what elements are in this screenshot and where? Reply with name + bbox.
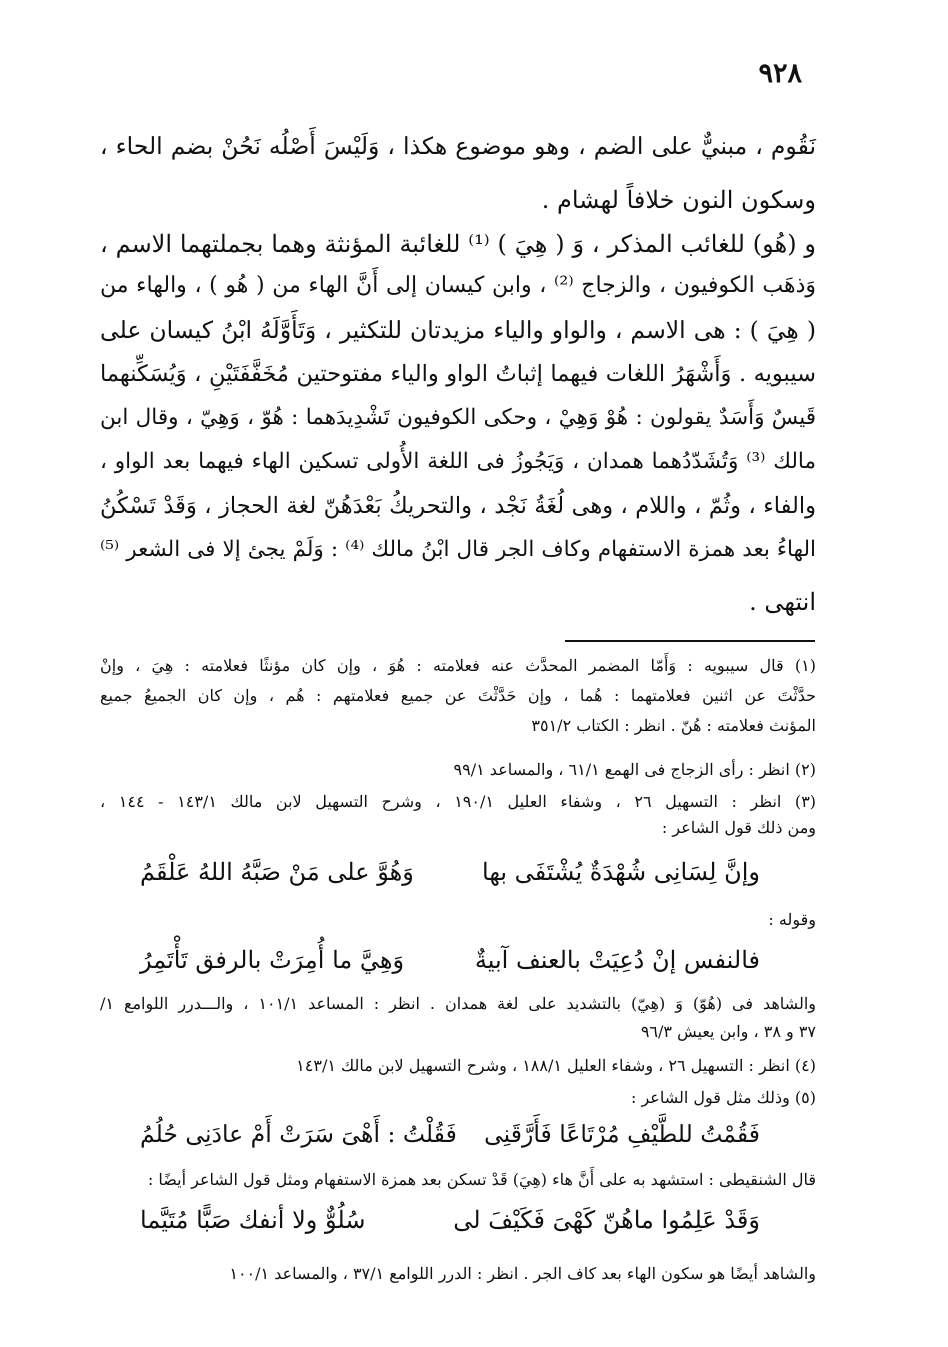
verse-2-first-hemistich: فالنفس إنْ دُعِيَتْ بالعنف آبيةٌ	[474, 946, 760, 974]
body-line: سيبويه . وَأَشْهَرُ اللغات فيهما إثباتُ الواو والياء مفتوحتين مُخَفَّفَتَيْنِ ، وَيُسَكِّنهما	[100, 361, 816, 387]
body-line: وسكون النون خلافاً لهشام .	[541, 186, 816, 214]
verse-3-first-hemistich: فَقُمْتُ للطَّيْفِ مُرْتَاعًا فَأَرَّقَنِى	[484, 1120, 760, 1148]
verse-1-first-hemistich: وإنَّ لِسَانِى شُهْدَةٌ يُشْتَفَى بها	[482, 858, 760, 886]
footnote-5-line: قال الشنقيطى : استشهد به على أَنَّ هاء (هِيَ) قَدْ تسكن بعد همزة الاستفهام ومثل قول الشاعر أيضًا :	[147, 1170, 816, 1189]
body-line: وَذهَب الكوفيون ، والزجاج ⁽²⁾ ، وابن كيسان إلى أَنَّ الهاء من ( هُو ) ، والهاء من	[100, 273, 816, 298]
verse-4	[140, 1198, 760, 1242]
body-line: انتهى .	[749, 588, 816, 616]
verse-1-second-hemistich: وَهُوَّ على مَنْ صَبَّهُ اللهُ عَلْقَمُ	[140, 858, 414, 886]
footnote-3-line: وقوله :	[768, 910, 816, 929]
verse-2	[140, 938, 760, 982]
body-line: والفاء ، وثُمّ ، واللام ، وهى لُغَةُ نَجْد ، والتحريكُ بَعْدَهُنّ لغة الحجاز ، وَقَدْ تَسْكُنُ	[100, 493, 816, 519]
footnote-5: (٥) وذلك مثل قول الشاعر :	[630, 1088, 816, 1107]
verse-4-second-hemistich: سُلُوٌّ ولا أنفك صَبًّا مُتَيَّما	[140, 1206, 366, 1234]
footnote-4: (٤) انظر : التسهيل ٢٦ ، وشفاء العليل ١٨٨/١ ، وشرح التسهيل لابن مالك ١٤٣/١	[296, 1056, 816, 1075]
footnote-separator	[565, 640, 815, 642]
footnote-1-line: حدَّثْتَ عن اثنين فعلامتهما : هُما ، وإن حَدَّثْتَ عن جميع فعلامتهم : هُم ، وإن كان الجميعُ جميع	[100, 686, 817, 705]
footnote-2: (٢) انظر : رأى الزجاج فى الهمع ٦١/١ ، والمساعد ٩٩/١	[453, 760, 816, 779]
body-line: ( هِيَ ) : هى الاسم ، والواو والياء مزيدتان للتكثير ، وَتَأَوَّلَهُ ابْنُ كيسان على	[100, 316, 816, 344]
body-line: الهاءُ بعد همزة الاستفهام وكاف الجر قال ابْنُ مالك ⁽⁴⁾ : وَلَمْ يجئ إلا فى الشعر ⁽⁵⁾	[100, 537, 816, 562]
body-line: قَيسٌ وَأَسَدٌ يقولون : هُوْ وَهِيْ ، وحكى الكوفيون تَشْدِيدَهما : هُوّ ، وَهِيّ ، وقال ابن	[100, 405, 816, 430]
footnote-3-line: (٣) انظر : التسهيل ٢٦ ، وشفاء العليل ١٩٠/١ ، وشرح التسهيل لابن مالك ١٤٣/١ - ١٤٤ ،	[100, 792, 817, 811]
body-line: مالك ⁽³⁾ وَتُشَدّدُهما همدان ، وَيَجُوزُ فى اللغة الأُولى تسكين الهاء فيهما بعد الواو ،	[100, 449, 816, 474]
footnote-3-line: ٣٧ و ٣٨ ، وابن يعيش ٩٦/٣	[640, 1022, 816, 1041]
verse-3-second-hemistich: فَقُلْتُ : أَهْىَ سَرَتْ أَمْ عادَنِى حُلُمُ	[140, 1120, 457, 1148]
page-number: ٩٢٨	[758, 58, 802, 89]
verse-3	[140, 1112, 760, 1156]
footnote-3-line: والشاهد فى (هُوّ) وَ (هِيّ) بالتشديد على لغة همدان . انظر : المساعد ١٠١/١ ، والـــدرر اللوامع ١/	[100, 994, 816, 1013]
footnote-1-line: (١) قال سيبويه : وَأَمّا المضمر المحدَّث عنه فعلامته : هُوَ ، وإن كان مؤنثًا فعلامته : هِيَ ، وإنْ	[100, 656, 816, 675]
verse-2-second-hemistich: وَهِيَّ ما أُمِرَتْ بالرفق تَأْتَمِرُ	[140, 946, 405, 974]
verse-4-first-hemistich: وَقَدْ عَلِمُوا ماهُنّ كَهْىَ فَكَيْفَ لى	[453, 1206, 760, 1234]
footnote-5-line: والشاهد أيضًا هو سكون الهاء بعد كاف الجر . انظر : الدرر اللوامع ٣٧/١ ، والمساعد ١٠٠/١	[229, 1264, 816, 1283]
verse-1	[140, 850, 760, 894]
footnote-1-line: المؤنث فعلامته : هُنّ . انظر : الكتاب ٣٥١/٢	[531, 716, 816, 735]
body-line: نَقُوم ، مبنيٌّ على الضم ، وهو موضوع هكذا ، وَلَيْسَ أَصْلُه نَحُنْ بضم الحاء ،	[100, 132, 816, 160]
body-line: و (هُو) للغائب المذكر ، وَ ( هِيَ ) ⁽¹⁾ للغائبة المؤنثة وهما بجملتهما الاسم ،	[100, 230, 817, 258]
footnote-3-line: ومن ذلك قول الشاعر :	[661, 818, 816, 837]
